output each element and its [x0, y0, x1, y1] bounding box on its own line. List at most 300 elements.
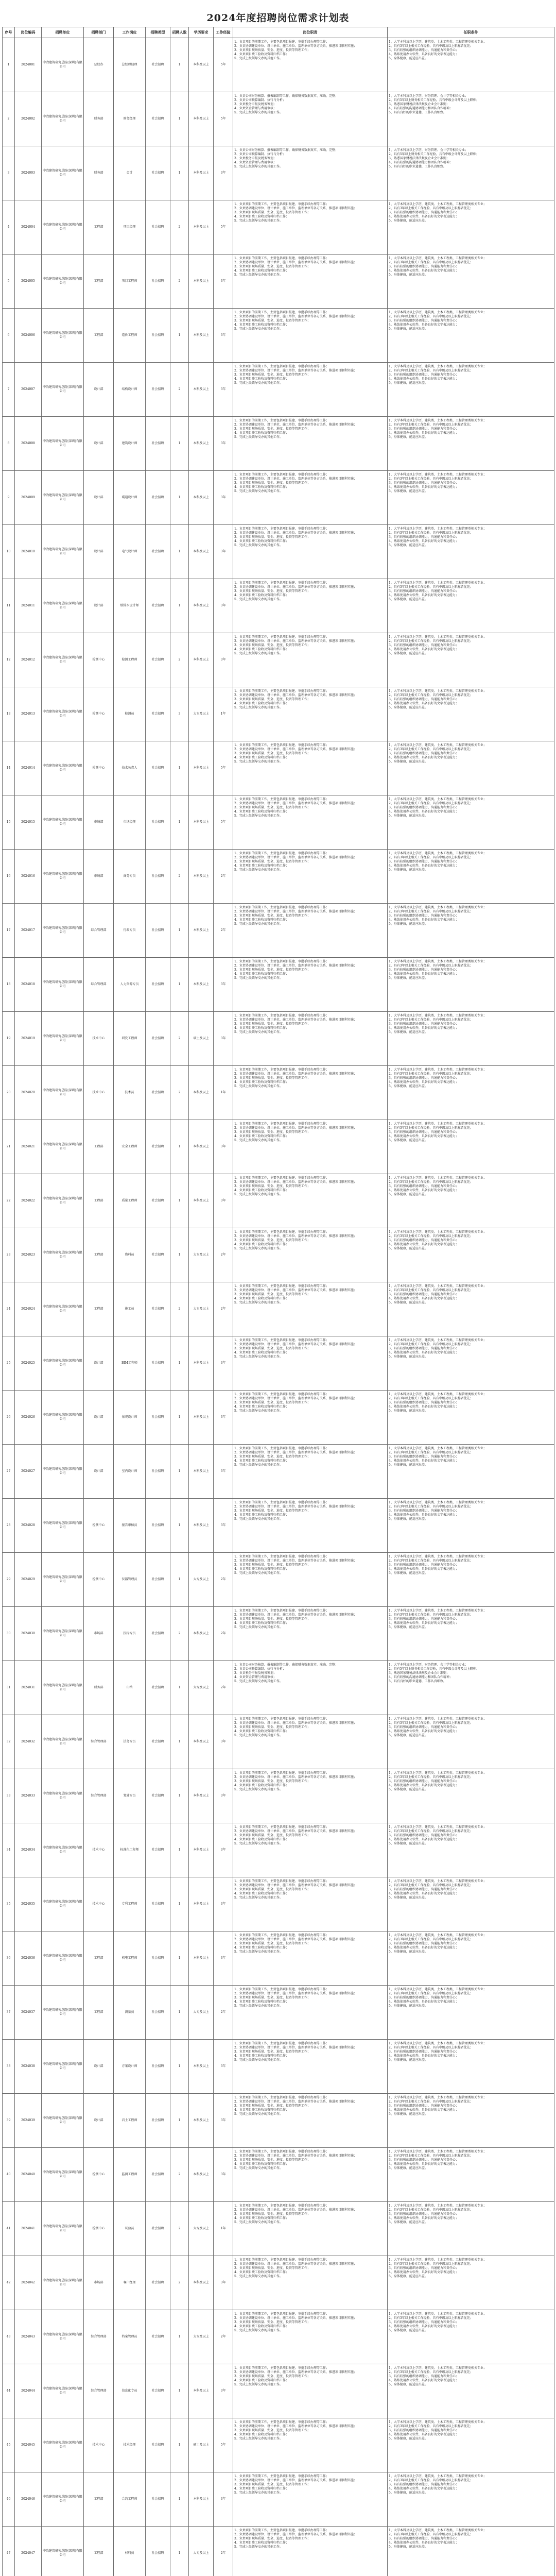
hiring-type-cell: 社会招聘 — [146, 1445, 170, 1499]
row-number-cell: 7 — [3, 363, 15, 417]
experience-cell: 5年 — [214, 2418, 233, 2472]
table-row — [3, 2202, 554, 2256]
headcount-cell: 2 — [170, 633, 189, 687]
post-code-cell: 2024038 — [15, 2040, 42, 2094]
employer-cell: 中冶建筑研究总院(深圳)有限公司 — [42, 687, 84, 741]
education-cell: 本科及以上 — [189, 850, 214, 904]
hiring-type-cell: 社会招聘 — [146, 2040, 170, 2094]
employer-cell: 中冶建筑研究总院(深圳)有限公司 — [42, 525, 84, 579]
position-cell: 材料员 — [114, 2527, 146, 2576]
row-number-cell: 29 — [3, 1553, 15, 1607]
employer-cell: 中冶建筑研究总院(深圳)有限公司 — [42, 1769, 84, 1823]
education-cell: 大专及以上 — [189, 1553, 214, 1607]
position-cell: 方案设计师 — [114, 2040, 146, 2094]
position-cell: 暖通设计师 — [114, 471, 146, 525]
requirements-cell: 1、大学本科及以上学历，建筑类、土木工程类、工程管理类相关专业； 2、具有3年以上相关工作经验，具有中级及以上职称者优先； 3、具有较强的组织协调能力、沟通能力和责任心； 4、熟练使用办公软件，具备良好的文字表达能力； 5、身体健康，能适应出差。 — [388, 255, 554, 309]
hiring-type-cell: 社会招聘 — [146, 2202, 170, 2256]
department-cell: 财务部 — [84, 146, 114, 200]
duties-cell: 1、负责项目的前期工作，主要包括项目报建、审批手续办理等工作； 2、负责协调建设单位、设计单位、施工单位、监理单位等各方关系，推进项目顺利实施； 3、负责项目现场质量、安全、进度、投资等管理工作； 4、负责项目竣工验收及资料归档工作； 5、完成上级领导交办的其他工作。 — [233, 1553, 388, 1607]
requirements-cell: 1、大学本科及以上学历，建筑类、土木工程类、工程管理类相关专业； 2、具有3年以上相关工作经验，具有中级及以上职称者优先； 3、具有较强的组织协调能力、沟通能力和责任心； 4、熟练使用办公软件，具备良好的文字表达能力； 5、身体健康，能适应出差。 — [388, 200, 554, 255]
education-cell: 本科及以上 — [189, 1174, 214, 1228]
header-cell: 岗位编码 — [15, 27, 42, 38]
table-row — [3, 2418, 554, 2472]
department-cell: 财务部 — [84, 92, 114, 146]
experience-cell: 3年 — [214, 525, 233, 579]
position-cell: 市场经理 — [114, 795, 146, 850]
position-cell: 商务专员 — [114, 850, 146, 904]
experience-cell: 3年 — [214, 2256, 233, 2310]
post-code-cell: 2024014 — [15, 741, 42, 795]
duties-cell: 1、负责项目的前期工作，主要包括项目报建、审批手续办理等工作； 2、负责协调建设单位、设计单位、施工单位、监理单位等各方关系，推进项目顺利实施； 3、负责项目现场质量、安全、进度、投资等管理工作； 4、负责项目竣工验收及资料归档工作； 5、完成上级领导交办的其他工作。 — [233, 525, 388, 579]
position-cell: 财务经理 — [114, 92, 146, 146]
requirements-cell: 1、大学本科及以上学历，建筑类、土木工程类、工程管理类相关专业； 2、具有3年以上相关工作经验，具有中级及以上职称者优先； 3、具有较强的组织协调能力、沟通能力和责任心； 4、熟练使用办公软件，具备良好的文字表达能力； 5、身体健康，能适应出差。 — [388, 525, 554, 579]
post-code-cell: 2024020 — [15, 1066, 42, 1120]
header-cell: 招聘人数 — [170, 27, 189, 38]
table-header-row — [3, 27, 554, 38]
experience-cell: 3年 — [214, 309, 233, 363]
education-cell: 本科及以上 — [189, 363, 214, 417]
department-cell: 技术中心 — [84, 1823, 114, 1877]
post-code-cell: 2024027 — [15, 1445, 42, 1499]
department-cell: 检测中心 — [84, 633, 114, 687]
requirements-cell: 1、大学本科及以上学历，建筑类、土木工程类、工程管理类相关专业； 2、具有3年以上相关工作经验，具有中级及以上职称者优先； 3、具有较强的组织协调能力、沟通能力和责任心； 4、熟练使用办公软件，具备良好的文字表达能力； 5、身体健康，能适应出差。 — [388, 1607, 554, 1661]
hiring-type-cell: 社会招聘 — [146, 958, 170, 1012]
requirements-cell: 1、大学本科及以上学历，建筑类、土木工程类、工程管理类相关专业； 2、具有3年以上相关工作经验，具有中级及以上职称者优先； 3、具有较强的组织协调能力、沟通能力和责任心； 4、熟练使用办公软件，具备良好的文字表达能力； 5、身体健康，能适应出差。 — [388, 1715, 554, 1769]
employer-cell: 中冶建筑研究总院(深圳)有限公司 — [42, 417, 84, 471]
duties-cell: 1、负责项目的前期工作，主要包括项目报建、审批手续办理等工作； 2、负责协调建设单位、设计单位、施工单位、监理单位等各方关系，推进项目顺利实施； 3、负责项目现场质量、安全、进度、投资等管理工作； 4、负责项目竣工验收及资料归档工作； 5、完成上级领导交办的其他工作。 — [233, 1499, 388, 1553]
department-cell: 综合管理部 — [84, 1769, 114, 1823]
education-cell: 本科及以上 — [189, 200, 214, 255]
headcount-cell: 1 — [170, 1499, 189, 1553]
requirements-cell: 1、大学本科及以上学历，建筑类、土木工程类、工程管理类相关专业； 2、具有3年以上相关工作经验，具有中级及以上职称者优先； 3、具有较强的组织协调能力、沟通能力和责任心； 4、熟练使用办公软件，具备良好的文字表达能力； 5、身体健康，能适应出差。 — [388, 1336, 554, 1391]
education-cell: 本科及以上 — [189, 1823, 214, 1877]
headcount-cell: 1 — [170, 1877, 189, 1931]
table-row — [3, 850, 554, 904]
hiring-type-cell: 社会招聘 — [146, 1012, 170, 1066]
row-number-cell: 20 — [3, 1066, 15, 1120]
position-cell: 电气设计师 — [114, 525, 146, 579]
hiring-type-cell: 社会招聘 — [146, 2418, 170, 2472]
header-cell: 序号 — [3, 27, 15, 38]
headcount-cell: 1 — [170, 2310, 189, 2364]
requirements-cell: 1、大学本科及以上学历，财务管理、会计学等相关专业； 2、具有5年以上财务相关工作经验，具有中级会计师及以上职称； 3、熟悉国家财税法律法规及企业会计准则； 4、具有较强的沟通协调能力和团队合作精神； 5、具有良好的职业道德，工作认真细致。 — [388, 92, 554, 146]
table-row — [3, 904, 554, 958]
duties-cell: 1、负责项目的前期工作，主要包括项目报建、审批手续办理等工作； 2、负责协调建设单位、设计单位、施工单位、监理单位等各方关系，推进项目顺利实施； 3、负责项目现场质量、安全、进度、投资等管理工作； 4、负责项目竣工验收及资料归档工作； 5、完成上级领导交办的其他工作。 — [233, 2148, 388, 2202]
position-cell: 测量员 — [114, 1986, 146, 2040]
position-cell: 出纳 — [114, 1661, 146, 1715]
experience-cell: 3年 — [214, 1120, 233, 1174]
headcount-cell: 1 — [170, 1553, 189, 1607]
position-cell: 施工员 — [114, 1282, 146, 1336]
post-code-cell: 2024013 — [15, 687, 42, 741]
employer-cell: 中冶建筑研究总院(深圳)有限公司 — [42, 1120, 84, 1174]
department-cell: 检测中心 — [84, 2202, 114, 2256]
duties-cell: 1、负责项目的前期工作，主要包括项目报建、审批手续办理等工作； 2、负责协调建设单位、设计单位、施工单位、监理单位等各方关系，推进项目顺利实施； 3、负责项目现场质量、安全、进度、投资等管理工作； 4、负责项目竣工验收及资料归档工作； 5、完成上级领导交办的其他工作。 — [233, 200, 388, 255]
post-code-cell: 2024045 — [15, 2418, 42, 2472]
headcount-cell: 1 — [170, 795, 189, 850]
education-cell: 大专及以上 — [189, 2310, 214, 2364]
employer-cell: 中冶建筑研究总院(深圳)有限公司 — [42, 958, 84, 1012]
department-cell: 工程部 — [84, 255, 114, 309]
hiring-type-cell: 社会招聘 — [146, 525, 170, 579]
headcount-cell: 2 — [170, 255, 189, 309]
row-number-cell: 2 — [3, 92, 15, 146]
hiring-type-cell: 社会招聘 — [146, 200, 170, 255]
table-row — [3, 2040, 554, 2094]
position-cell: 仪器管理员 — [114, 1553, 146, 1607]
headcount-cell: 1 — [170, 1931, 189, 1986]
row-number-cell: 31 — [3, 1661, 15, 1715]
hiring-type-cell: 社会招聘 — [146, 1499, 170, 1553]
row-number-cell: 4 — [3, 200, 15, 255]
requirements-cell: 1、大学本科及以上学历，建筑类、土木工程类、工程管理类相关专业； 2、具有3年以上相关工作经验，具有中级及以上职称者优先； 3、具有较强的组织协调能力、沟通能力和责任心； 4、熟练使用办公软件，具备良好的文字表达能力； 5、身体健康，能适应出差。 — [388, 1174, 554, 1228]
employer-cell: 中冶建筑研究总院(深圳)有限公司 — [42, 1012, 84, 1066]
table-row — [3, 417, 554, 471]
table-row — [3, 2310, 554, 2364]
position-cell: 项目工程师 — [114, 255, 146, 309]
employer-cell: 中冶建筑研究总院(深圳)有限公司 — [42, 38, 84, 92]
duties-cell: 1、负责项目的前期工作，主要包括项目报建、审批手续办理等工作； 2、负责协调建设单位、设计单位、施工单位、监理单位等各方关系，推进项目顺利实施； 3、负责项目现场质量、安全、进度、投资等管理工作； 4、负责项目竣工验收及资料归档工作； 5、完成上级领导交办的其他工作。 — [233, 1012, 388, 1066]
row-number-cell: 18 — [3, 958, 15, 1012]
requirements-cell: 1、大学本科及以上学历，财务管理、会计学等相关专业； 2、具有5年以上财务相关工作经验，具有中级会计师及以上职称； 3、熟悉国家财税法律法规及企业会计准则； 4、具有较强的沟通协调能力和团队合作精神； 5、具有良好的职业道德，工作认真细致。 — [388, 1661, 554, 1715]
requirements-cell: 1、大学本科及以上学历，建筑类、土木工程类、工程管理类相关专业； 2、具有3年以上相关工作经验，具有中级及以上职称者优先； 3、具有较强的组织协调能力、沟通能力和责任心； 4、熟练使用办公软件，具备良好的文字表达能力； 5、身体健康，能适应出差。 — [388, 1228, 554, 1282]
employer-cell: 中冶建筑研究总院(深圳)有限公司 — [42, 579, 84, 633]
headcount-cell: 1 — [170, 1715, 189, 1769]
department-cell: 检测中心 — [84, 1553, 114, 1607]
hiring-type-cell: 社会招聘 — [146, 795, 170, 850]
requirements-cell: 1、大学本科及以上学历，建筑类、土木工程类、工程管理类相关专业； 2、具有3年以上相关工作经验，具有中级及以上职称者优先； 3、具有较强的组织协调能力、沟通能力和责任心； 4、熟练使用办公软件，具备良好的文字表达能力； 5、身体健康，能适应出差。 — [388, 2148, 554, 2202]
post-code-cell: 2024043 — [15, 2310, 42, 2364]
department-cell: 检测中心 — [84, 741, 114, 795]
employer-cell: 中冶建筑研究总院(深圳)有限公司 — [42, 741, 84, 795]
employer-cell: 中冶建筑研究总院(深圳)有限公司 — [42, 1715, 84, 1769]
duties-cell: 1、负责项目的前期工作，主要包括项目报建、审批手续办理等工作； 2、负责协调建设单位、设计单位、施工单位、监理单位等各方关系，推进项目顺利实施； 3、负责项目现场质量、安全、进度、投资等管理工作； 4、负责项目竣工验收及资料归档工作； 5、完成上级领导交办的其他工作。 — [233, 2472, 388, 2527]
experience-cell: 2年 — [214, 1228, 233, 1282]
hiring-type-cell: 社会招聘 — [146, 1877, 170, 1931]
requirements-cell: 1、大学本科及以上学历，建筑类、土木工程类、工程管理类相关专业； 2、具有3年以上相关工作经验，具有中级及以上职称者优先； 3、具有较强的组织协调能力、沟通能力和责任心； 4、熟练使用办公软件，具备良好的文字表达能力； 5、身体健康，能适应出差。 — [388, 38, 554, 92]
experience-cell: 1年 — [214, 1066, 233, 1120]
experience-cell: 3年 — [214, 1769, 233, 1823]
headcount-cell: 1 — [170, 1228, 189, 1282]
table-row — [3, 2527, 554, 2576]
headcount-cell: 1 — [170, 2472, 189, 2527]
post-code-cell: 2024005 — [15, 255, 42, 309]
department-cell: 检测中心 — [84, 1499, 114, 1553]
position-cell: BIM工程师 — [114, 1336, 146, 1391]
post-code-cell: 2024002 — [15, 92, 42, 146]
headcount-cell: 2 — [170, 850, 189, 904]
employer-cell: 中冶建筑研究总院(深圳)有限公司 — [42, 1174, 84, 1228]
table-row — [3, 1986, 554, 2040]
education-cell: 本科及以上 — [189, 904, 214, 958]
experience-cell: 3年 — [214, 417, 233, 471]
duties-cell: 1、负责项目的前期工作，主要包括项目报建、审批手续办理等工作； 2、负责协调建设单位、设计单位、施工单位、监理单位等各方关系，推进项目顺利实施； 3、负责项目现场质量、安全、进度、投资等管理工作； 4、负责项目竣工验收及资料归档工作； 5、完成上级领导交办的其他工作。 — [233, 2202, 388, 2256]
position-cell: 项目经理 — [114, 200, 146, 255]
employer-cell: 中冶建筑研究总院(深圳)有限公司 — [42, 1066, 84, 1120]
education-cell: 大专及以上 — [189, 1661, 214, 1715]
employer-cell: 中冶建筑研究总院(深圳)有限公司 — [42, 2527, 84, 2576]
hiring-type-cell: 社会招聘 — [146, 1553, 170, 1607]
requirements-cell: 1、大学本科及以上学历，建筑类、土木工程类、工程管理类相关专业； 2、具有3年以上相关工作经验，具有中级及以上职称者优先； 3、具有较强的组织协调能力、沟通能力和责任心； 4、熟练使用办公软件，具备良好的文字表达能力； 5、身体健康，能适应出差。 — [388, 2094, 554, 2148]
duties-cell: 1、负责项目的前期工作，主要包括项目报建、审批手续办理等工作； 2、负责协调建设单位、设计单位、施工单位、监理单位等各方关系，推进项目顺利实施； 3、负责项目现场质量、安全、进度、投资等管理工作； 4、负责项目竣工验收及资料归档工作； 5、完成上级领导交办的其他工作。 — [233, 309, 388, 363]
experience-cell: 3年 — [214, 2094, 233, 2148]
position-cell: 会计 — [114, 146, 146, 200]
row-number-cell: 16 — [3, 850, 15, 904]
requirements-cell: 1、大学本科及以上学历，建筑类、土木工程类、工程管理类相关专业； 2、具有3年以上相关工作经验，具有中级及以上职称者优先； 3、具有较强的组织协调能力、沟通能力和责任心； 4、熟练使用办公软件，具备良好的文字表达能力； 5、身体健康，能适应出差。 — [388, 1553, 554, 1607]
requirements-cell: 1、大学本科及以上学历，建筑类、土木工程类、工程管理类相关专业； 2、具有3年以上相关工作经验，具有中级及以上职称者优先； 3、具有较强的组织协调能力、沟通能力和责任心； 4、熟练使用办公软件，具备良好的文字表达能力； 5、身体健康，能适应出差。 — [388, 309, 554, 363]
experience-cell: 2年 — [214, 1282, 233, 1336]
department-cell: 设计部 — [84, 525, 114, 579]
hiring-type-cell: 社会招聘 — [146, 2256, 170, 2310]
duties-cell: 1、负责项目的前期工作，主要包括项目报建、审批手续办理等工作； 2、负责协调建设单位、设计单位、施工单位、监理单位等各方关系，推进项目顺利实施； 3、负责项目现场质量、安全、进度、投资等管理工作； 4、负责项目竣工验收及资料归档工作； 5、完成上级领导交办的其他工作。 — [233, 1228, 388, 1282]
position-cell: 结构设计师 — [114, 363, 146, 417]
post-code-cell: 2024028 — [15, 1499, 42, 1553]
duties-cell: 1、负责公司财务核算、报表编制等工作，确保财务数据真实、准确、完整； 2、负责公司预算编制、执行与分析； 3、负责税务申报及税务筹划； 4、负责资金管理与费用审核； 5、完成上级领导交办的其他工作。 — [233, 146, 388, 200]
department-cell: 技术中心 — [84, 2418, 114, 2472]
requirements-cell: 1、大学本科及以上学历，建筑类、土木工程类、工程管理类相关专业； 2、具有3年以上相关工作经验，具有中级及以上职称者优先； 3、具有较强的组织协调能力、沟通能力和责任心； 4、熟练使用办公软件，具备良好的文字表达能力； 5、身体健康，能适应出差。 — [388, 1120, 554, 1174]
employer-cell: 中冶建筑研究总院(深圳)有限公司 — [42, 92, 84, 146]
experience-cell: 3年 — [214, 255, 233, 309]
post-code-cell: 2024015 — [15, 795, 42, 850]
header-cell: 招聘类型 — [146, 27, 170, 38]
department-cell: 技术中心 — [84, 1012, 114, 1066]
duties-cell: 1、负责项目的前期工作，主要包括项目报建、审批手续办理等工作； 2、负责协调建设单位、设计单位、施工单位、监理单位等各方关系，推进项目顺利实施； 3、负责项目现场质量、安全、进度、投资等管理工作； 4、负责项目竣工验收及资料归档工作； 5、完成上级领导交办的其他工作。 — [233, 1877, 388, 1931]
hiring-type-cell: 社会招聘 — [146, 309, 170, 363]
employer-cell: 中冶建筑研究总院(深圳)有限公司 — [42, 1282, 84, 1336]
header-cell: 工作岗位 — [114, 27, 146, 38]
duties-cell: 1、负责项目的前期工作，主要包括项目报建、审批手续办理等工作； 2、负责协调建设单位、设计单位、施工单位、监理单位等各方关系，推进项目顺利实施； 3、负责项目现场质量、安全、进度、投资等管理工作； 4、负责项目竣工验收及资料归档工作； 5、完成上级领导交办的其他工作。 — [233, 255, 388, 309]
row-number-cell: 39 — [3, 2094, 15, 2148]
duties-cell: 1、负责项目的前期工作，主要包括项目报建、审批手续办理等工作； 2、负责协调建设单位、设计单位、施工单位、监理单位等各方关系，推进项目顺利实施； 3、负责项目现场质量、安全、进度、投资等管理工作； 4、负责项目竣工验收及资料归档工作； 5、完成上级领导交办的其他工作。 — [233, 1607, 388, 1661]
headcount-cell: 1 — [170, 2418, 189, 2472]
experience-cell: 5年 — [214, 92, 233, 146]
position-cell: 景观设计师 — [114, 1391, 146, 1445]
experience-cell: 2年 — [214, 1607, 233, 1661]
headcount-cell: 1 — [170, 904, 189, 958]
employer-cell: 中冶建筑研究总院(深圳)有限公司 — [42, 1445, 84, 1499]
employer-cell: 中冶建筑研究总院(深圳)有限公司 — [42, 1877, 84, 1931]
position-cell: 岩土工程师 — [114, 2094, 146, 2148]
experience-cell: 2年 — [214, 1986, 233, 2040]
duties-cell: 1、负责项目的前期工作，主要包括项目报建、审批手续办理等工作； 2、负责协调建设单位、设计单位、施工单位、监理单位等各方关系，推进项目顺利实施； 3、负责项目现场质量、安全、进度、投资等管理工作； 4、负责项目竣工验收及资料归档工作； 5、完成上级领导交办的其他工作。 — [233, 2040, 388, 2094]
requirements-cell: 1、大学本科及以上学历，建筑类、土木工程类、工程管理类相关专业； 2、具有3年以上相关工作经验，具有中级及以上职称者优先； 3、具有较强的组织协调能力、沟通能力和责任心； 4、熟练使用办公软件，具备良好的文字表达能力； 5、身体健康，能适应出差。 — [388, 1499, 554, 1553]
position-cell: 人力资源专员 — [114, 958, 146, 1012]
employer-cell: 中冶建筑研究总院(深圳)有限公司 — [42, 1823, 84, 1877]
experience-cell: 3年 — [214, 363, 233, 417]
table-row — [3, 1661, 554, 1715]
post-code-cell: 2024019 — [15, 1012, 42, 1066]
table-row — [3, 958, 554, 1012]
table-row — [3, 309, 554, 363]
table-row — [3, 1607, 554, 1661]
department-cell: 设计部 — [84, 579, 114, 633]
position-cell: 安全工程师 — [114, 1120, 146, 1174]
row-number-cell: 13 — [3, 687, 15, 741]
table-row — [3, 741, 554, 795]
post-code-cell: 2024044 — [15, 2364, 42, 2418]
duties-cell: 1、负责项目的前期工作，主要包括项目报建、审批手续办理等工作； 2、负责协调建设单位、设计单位、施工单位、监理单位等各方关系，推进项目顺利实施； 3、负责项目现场质量、安全、进度、投资等管理工作； 4、负责项目竣工验收及资料归档工作； 5、完成上级领导交办的其他工作。 — [233, 1282, 388, 1336]
headcount-cell: 1 — [170, 741, 189, 795]
row-number-cell: 33 — [3, 1769, 15, 1823]
row-number-cell: 37 — [3, 1986, 15, 2040]
department-cell: 技术中心 — [84, 1877, 114, 1931]
requirements-cell: 1、大学本科及以上学历，建筑类、土木工程类、工程管理类相关专业； 2、具有3年以上相关工作经验，具有中级及以上职称者优先； 3、具有较强的组织协调能力、沟通能力和责任心； 4、熟练使用办公软件，具备良好的文字表达能力； 5、身体健康，能适应出差。 — [388, 1445, 554, 1499]
experience-cell: 3年 — [214, 1499, 233, 1553]
department-cell: 工程部 — [84, 2527, 114, 2576]
employer-cell: 中冶建筑研究总院(深圳)有限公司 — [42, 309, 84, 363]
department-cell: 市场部 — [84, 850, 114, 904]
duties-cell: 1、负责项目的前期工作，主要包括项目报建、审批手续办理等工作； 2、负责协调建设单位、设计单位、施工单位、监理单位等各方关系，推进项目顺利实施； 3、负责项目现场质量、安全、进度、投资等管理工作； 4、负责项目竣工验收及资料归档工作； 5、完成上级领导交办的其他工作。 — [233, 1336, 388, 1391]
experience-cell: 3年 — [214, 633, 233, 687]
department-cell: 工程部 — [84, 309, 114, 363]
experience-cell: 5年 — [214, 741, 233, 795]
department-cell: 工程部 — [84, 1228, 114, 1282]
education-cell: 本科及以上 — [189, 1066, 214, 1120]
education-cell: 本科及以上 — [189, 1120, 214, 1174]
requirements-cell: 1、大学本科及以上学历，建筑类、土木工程类、工程管理类相关专业； 2、具有3年以上相关工作经验，具有中级及以上职称者优先； 3、具有较强的组织协调能力、沟通能力和责任心； 4、熟练使用办公软件，具备良好的文字表达能力； 5、身体健康，能适应出差。 — [388, 2527, 554, 2576]
post-code-cell: 2024037 — [15, 1986, 42, 2040]
post-code-cell: 2024009 — [15, 471, 42, 525]
post-code-cell: 2024046 — [15, 2472, 42, 2527]
department-cell: 综合管理部 — [84, 958, 114, 1012]
experience-cell: 5年 — [214, 795, 233, 850]
requirements-cell: 1、大学本科及以上学历，建筑类、土木工程类、工程管理类相关专业； 2、具有3年以上相关工作经验，具有中级及以上职称者优先； 3、具有较强的组织协调能力、沟通能力和责任心； 4、熟练使用办公软件，具备良好的文字表达能力； 5、身体健康，能适应出差。 — [388, 2418, 554, 2472]
hiring-type-cell: 社会招聘 — [146, 2094, 170, 2148]
department-cell: 检测中心 — [84, 687, 114, 741]
duties-cell: 1、负责项目的前期工作，主要包括项目报建、审批手续办理等工作； 2、负责协调建设单位、设计单位、施工单位、监理单位等各方关系，推进项目顺利实施； 3、负责项目现场质量、安全、进度、投资等管理工作； 4、负责项目竣工验收及资料归档工作； 5、完成上级领导交办的其他工作。 — [233, 417, 388, 471]
position-cell: 信息化专员 — [114, 2364, 146, 2418]
experience-cell: 3年 — [214, 1445, 233, 1499]
employer-cell: 中冶建筑研究总院(深圳)有限公司 — [42, 1499, 84, 1553]
employer-cell: 中冶建筑研究总院(深圳)有限公司 — [42, 2310, 84, 2364]
requirements-cell: 1、大学本科及以上学历，建筑类、土木工程类、工程管理类相关专业； 2、具有3年以上相关工作经验，具有中级及以上职称者优先； 3、具有较强的组织协调能力、沟通能力和责任心； 4、熟练使用办公软件，具备良好的文字表达能力； 5、身体健康，能适应出差。 — [388, 1012, 554, 1066]
hiring-type-cell: 社会招聘 — [146, 1336, 170, 1391]
row-number-cell: 40 — [3, 2148, 15, 2202]
requirements-cell: 1、大学本科及以上学历，建筑类、土木工程类、工程管理类相关专业； 2、具有3年以上相关工作经验，具有中级及以上职称者优先； 3、具有较强的组织协调能力、沟通能力和责任心； 4、熟练使用办公软件，具备良好的文字表达能力； 5、身体健康，能适应出差。 — [388, 363, 554, 417]
duties-cell: 1、负责项目的前期工作，主要包括项目报建、审批手续办理等工作； 2、负责协调建设单位、设计单位、施工单位、监理单位等各方关系，推进项目顺利实施； 3、负责项目现场质量、安全、进度、投资等管理工作； 4、负责项目竣工验收及资料归档工作； 5、完成上级领导交办的其他工作。 — [233, 363, 388, 417]
headcount-cell: 2 — [170, 2256, 189, 2310]
employer-cell: 中冶建筑研究总院(深圳)有限公司 — [42, 633, 84, 687]
requirements-cell: 1、大学本科及以上学历，建筑类、土木工程类、工程管理类相关专业； 2、具有3年以上相关工作经验，具有中级及以上职称者优先； 3、具有较强的组织协调能力、沟通能力和责任心； 4、熟练使用办公软件，具备良好的文字表达能力； 5、身体健康，能适应出差。 — [388, 958, 554, 1012]
department-cell: 市场部 — [84, 795, 114, 850]
table-row — [3, 1823, 554, 1877]
experience-cell: 2年 — [214, 904, 233, 958]
experience-cell: 2年 — [214, 850, 233, 904]
header-cell: 岗位职责 — [233, 27, 388, 38]
education-cell: 本科及以上 — [189, 1607, 214, 1661]
education-cell: 本科及以上 — [189, 38, 214, 92]
post-code-cell: 2024031 — [15, 1661, 42, 1715]
duties-cell: 1、负责项目的前期工作，主要包括项目报建、审批手续办理等工作； 2、负责协调建设单位、设计单位、施工单位、监理单位等各方关系，推进项目顺利实施； 3、负责项目现场质量、安全、进度、投资等管理工作； 4、负责项目竣工验收及资料归档工作； 5、完成上级领导交办的其他工作。 — [233, 1931, 388, 1986]
department-cell: 检测中心 — [84, 2148, 114, 2202]
department-cell: 财务部 — [84, 1661, 114, 1715]
hiring-type-cell: 社会招聘 — [146, 92, 170, 146]
table-row — [3, 1445, 554, 1499]
education-cell: 本科及以上 — [189, 795, 214, 850]
headcount-cell: 1 — [170, 1823, 189, 1877]
duties-cell: 1、负责项目的前期工作，主要包括项目报建、审批手续办理等工作； 2、负责协调建设单位、设计单位、施工单位、监理单位等各方关系，推进项目顺利实施； 3、负责项目现场质量、安全、进度、投资等管理工作； 4、负责项目竣工验收及资料归档工作； 5、完成上级领导交办的其他工作。 — [233, 1823, 388, 1877]
post-code-cell: 2024003 — [15, 146, 42, 200]
table-row — [3, 579, 554, 633]
page-title: 2024年度招聘岗位需求计划表 — [206, 12, 350, 24]
post-code-cell: 2024007 — [15, 363, 42, 417]
row-number-cell: 44 — [3, 2364, 15, 2418]
duties-cell: 1、负责项目的前期工作，主要包括项目报建、审批手续办理等工作； 2、负责协调建设单位、设计单位、施工单位、监理单位等各方关系，推进项目顺利实施； 3、负责项目现场质量、安全、进度、投资等管理工作； 4、负责项目竣工验收及资料归档工作； 5、完成上级领导交办的其他工作。 — [233, 2310, 388, 2364]
hiring-type-cell: 社会招聘 — [146, 2472, 170, 2527]
hiring-type-cell: 社会招聘 — [146, 1391, 170, 1445]
experience-cell: 3年 — [214, 1823, 233, 1877]
experience-cell: 3年 — [214, 2040, 233, 2094]
header-cell: 学历要求 — [189, 27, 214, 38]
hiring-type-cell: 社会招聘 — [146, 1715, 170, 1769]
requirements-cell: 1、大学本科及以上学历，建筑类、土木工程类、工程管理类相关专业； 2、具有3年以上相关工作经验，具有中级及以上职称者优先； 3、具有较强的组织协调能力、沟通能力和责任心； 4、熟练使用办公软件，具备良好的文字表达能力； 5、身体健康，能适应出差。 — [388, 2364, 554, 2418]
employer-cell: 中冶建筑研究总院(深圳)有限公司 — [42, 1661, 84, 1715]
duties-cell: 1、负责项目的前期工作，主要包括项目报建、审批手续办理等工作； 2、负责协调建设单位、设计单位、施工单位、监理单位等各方关系，推进项目顺利实施； 3、负责项目现场质量、安全、进度、投资等管理工作； 4、负责项目竣工验收及资料归档工作； 5、完成上级领导交办的其他工作。 — [233, 1769, 388, 1823]
hiring-type-cell: 社会招聘 — [146, 2148, 170, 2202]
experience-cell: 3年 — [214, 1715, 233, 1769]
education-cell: 大专及以上 — [189, 1986, 214, 2040]
post-code-cell: 2024039 — [15, 2094, 42, 2148]
post-code-cell: 2024006 — [15, 309, 42, 363]
duties-cell: 1、负责项目的前期工作，主要包括项目报建、审批手续办理等工作； 2、负责协调建设单位、设计单位、施工单位、监理单位等各方关系，推进项目顺利实施； 3、负责项目现场质量、安全、进度、投资等管理工作； 4、负责项目竣工验收及资料归档工作； 5、完成上级领导交办的其他工作。 — [233, 795, 388, 850]
department-cell: 工程部 — [84, 2472, 114, 2527]
experience-cell: 3年 — [214, 958, 233, 1012]
table-row — [3, 38, 554, 92]
duties-cell: 1、负责项目的前期工作，主要包括项目报建、审批手续办理等工作； 2、负责协调建设单位、设计单位、施工单位、监理单位等各方关系，推进项目顺利实施； 3、负责项目现场质量、安全、进度、投资等管理工作； 4、负责项目竣工验收及资料归档工作； 5、完成上级领导交办的其他工作。 — [233, 1120, 388, 1174]
experience-cell: 3年 — [214, 1931, 233, 1986]
experience-cell: 3年 — [214, 471, 233, 525]
post-code-cell: 2024025 — [15, 1336, 42, 1391]
duties-cell: 1、负责项目的前期工作，主要包括项目报建、审批手续办理等工作； 2、负责协调建设单位、设计单位、施工单位、监理单位等各方关系，推进项目顺利实施； 3、负责项目现场质量、安全、进度、投资等管理工作； 4、负责项目竣工验收及资料归档工作； 5、完成上级领导交办的其他工作。 — [233, 2527, 388, 2576]
department-cell: 工程部 — [84, 1931, 114, 1986]
education-cell: 大专及以上 — [189, 687, 214, 741]
row-number-cell: 46 — [3, 2472, 15, 2527]
position-cell: 标准化工程师 — [114, 1823, 146, 1877]
headcount-cell: 1 — [170, 958, 189, 1012]
hiring-type-cell: 社会招聘 — [146, 687, 170, 741]
education-cell: 本科及以上 — [189, 146, 214, 200]
education-cell: 本科及以上 — [189, 1715, 214, 1769]
hiring-type-cell: 社会招聘 — [146, 579, 170, 633]
table-row — [3, 633, 554, 687]
education-cell: 本科及以上 — [189, 525, 214, 579]
department-cell: 设计部 — [84, 1445, 114, 1499]
education-cell: 本科及以上 — [189, 2094, 214, 2148]
row-number-cell: 25 — [3, 1336, 15, 1391]
department-cell: 设计部 — [84, 363, 114, 417]
experience-cell: 2年 — [214, 2310, 233, 2364]
department-cell: 设计部 — [84, 2040, 114, 2094]
table-row — [3, 2364, 554, 2418]
hiring-type-cell: 社会招聘 — [146, 904, 170, 958]
education-cell: 本科及以上 — [189, 1445, 214, 1499]
duties-cell: 1、负责项目的前期工作，主要包括项目报建、审批手续办理等工作； 2、负责协调建设单位、设计单位、施工单位、监理单位等各方关系，推进项目顺利实施； 3、负责项目现场质量、安全、进度、投资等管理工作； 4、负责项目竣工验收及资料归档工作； 5、完成上级领导交办的其他工作。 — [233, 579, 388, 633]
duties-cell: 1、负责项目的前期工作，主要包括项目报建、审批手续办理等工作； 2、负责协调建设单位、设计单位、施工单位、监理单位等各方关系，推进项目顺利实施； 3、负责项目现场质量、安全、进度、投资等管理工作； 4、负责项目竣工验收及资料归档工作； 5、完成上级领导交办的其他工作。 — [233, 1445, 388, 1499]
header-cell: 工作经验 — [214, 27, 233, 38]
duties-cell: 1、负责项目的前期工作，主要包括项目报建、审批手续办理等工作； 2、负责协调建设单位、设计单位、施工单位、监理单位等各方关系，推进项目顺利实施； 3、负责项目现场质量、安全、进度、投资等管理工作； 4、负责项目竣工验收及资料归档工作； 5、完成上级领导交办的其他工作。 — [233, 1174, 388, 1228]
table-row — [3, 146, 554, 200]
post-code-cell: 2024034 — [15, 1823, 42, 1877]
duties-cell: 1、负责项目的前期工作，主要包括项目报建、审批手续办理等工作； 2、负责协调建设单位、设计单位、施工单位、监理单位等各方关系，推进项目顺利实施； 3、负责项目现场质量、安全、进度、投资等管理工作； 4、负责项目竣工验收及资料归档工作； 5、完成上级领导交办的其他工作。 — [233, 1986, 388, 2040]
post-code-cell: 2024026 — [15, 1391, 42, 1445]
table-row — [3, 1769, 554, 1823]
department-cell: 工程部 — [84, 1986, 114, 2040]
row-number-cell: 45 — [3, 2418, 15, 2472]
headcount-cell: 1 — [170, 579, 189, 633]
hiring-type-cell: 社会招聘 — [146, 1066, 170, 1120]
requirements-cell: 1、大学本科及以上学历，建筑类、土木工程类、工程管理类相关专业； 2、具有3年以上相关工作经验，具有中级及以上职称者优先； 3、具有较强的组织协调能力、沟通能力和责任心； 4、熟练使用办公软件，具备良好的文字表达能力； 5、身体健康，能适应出差。 — [388, 904, 554, 958]
department-cell: 设计部 — [84, 471, 114, 525]
